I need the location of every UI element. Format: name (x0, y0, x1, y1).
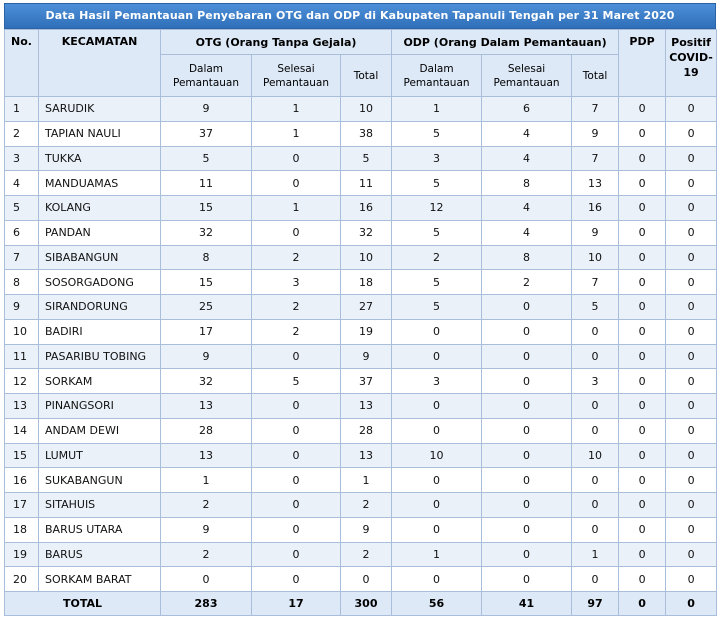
cell-odp-selesai: 0 (482, 443, 572, 468)
cell-odp-total: 0 (572, 567, 619, 592)
total-otg-total: 300 (341, 592, 392, 616)
cell-pdp: 0 (619, 394, 666, 419)
cell-no: 12 (5, 369, 39, 394)
header-odp-dalam: Dalam Pemantauan (392, 55, 482, 97)
table-title: Data Hasil Pemantauan Penyebaran OTG dan ODP di Kabupaten Tapanuli Tengah per 31 Maret 2020 (4, 3, 716, 29)
cell-odp-dalam: 3 (392, 146, 482, 171)
cell-positif: 0 (666, 418, 717, 443)
cell-kecamatan: SIRANDORUNG (39, 295, 161, 320)
cell-kecamatan: SORKAM BARAT (39, 567, 161, 592)
table-row (5, 220, 717, 245)
total-label: TOTAL (5, 592, 161, 616)
cell-pdp: 0 (619, 493, 666, 518)
cell-positif: 0 (666, 97, 717, 122)
cell-otg-selesai: 1 (252, 196, 341, 221)
cell-odp-dalam: 2 (392, 245, 482, 270)
cell-odp-dalam: 0 (392, 493, 482, 518)
cell-pdp: 0 (619, 468, 666, 493)
cell-no: 10 (5, 319, 39, 344)
cell-kecamatan: BADIRI (39, 319, 161, 344)
cell-otg-dalam: 2 (161, 493, 252, 518)
cell-odp-dalam: 5 (392, 220, 482, 245)
cell-odp-dalam: 10 (392, 443, 482, 468)
cell-odp-selesai: 0 (482, 344, 572, 369)
cell-otg-selesai: 0 (252, 146, 341, 171)
data-table (4, 29, 717, 616)
cell-otg-total: 16 (341, 196, 392, 221)
header-otg-dalam: Dalam Pemantauan (161, 55, 252, 97)
cell-otg-dalam: 9 (161, 344, 252, 369)
cell-positif: 0 (666, 567, 717, 592)
cell-no: 17 (5, 493, 39, 518)
cell-no: 15 (5, 443, 39, 468)
cell-positif: 0 (666, 295, 717, 320)
cell-otg-total: 28 (341, 418, 392, 443)
cell-otg-total: 9 (341, 517, 392, 542)
table-row (5, 567, 717, 592)
cell-pdp: 0 (619, 270, 666, 295)
cell-odp-dalam: 5 (392, 295, 482, 320)
cell-no: 20 (5, 567, 39, 592)
header-otg-total: Total (341, 55, 392, 97)
cell-kecamatan: SARUDIK (39, 97, 161, 122)
cell-otg-selesai: 0 (252, 220, 341, 245)
cell-kecamatan: SIBABANGUN (39, 245, 161, 270)
cell-positif: 0 (666, 171, 717, 196)
cell-otg-total: 18 (341, 270, 392, 295)
cell-positif: 0 (666, 146, 717, 171)
cell-odp-total: 1 (572, 542, 619, 567)
cell-otg-dalam: 25 (161, 295, 252, 320)
cell-odp-selesai: 4 (482, 146, 572, 171)
cell-pdp: 0 (619, 171, 666, 196)
cell-pdp: 0 (619, 245, 666, 270)
cell-odp-dalam: 0 (392, 468, 482, 493)
cell-odp-total: 7 (572, 97, 619, 122)
cell-kecamatan: MANDUAMAS (39, 171, 161, 196)
cell-otg-selesai: 0 (252, 542, 341, 567)
cell-odp-total: 9 (572, 121, 619, 146)
cell-pdp: 0 (619, 567, 666, 592)
cell-otg-total: 11 (341, 171, 392, 196)
cell-otg-total: 9 (341, 344, 392, 369)
cell-otg-total: 13 (341, 443, 392, 468)
cell-positif: 0 (666, 369, 717, 394)
cell-otg-total: 38 (341, 121, 392, 146)
cell-otg-dalam: 2 (161, 542, 252, 567)
cell-odp-dalam: 12 (392, 196, 482, 221)
total-positif: 0 (666, 592, 717, 616)
cell-otg-dalam: 11 (161, 171, 252, 196)
cell-no: 9 (5, 295, 39, 320)
cell-positif: 0 (666, 245, 717, 270)
total-pdp: 0 (619, 592, 666, 616)
cell-positif: 0 (666, 270, 717, 295)
cell-otg-dalam: 8 (161, 245, 252, 270)
cell-odp-dalam: 0 (392, 344, 482, 369)
cell-kecamatan: ANDAM DEWI (39, 418, 161, 443)
cell-otg-selesai: 0 (252, 517, 341, 542)
cell-no: 1 (5, 97, 39, 122)
cell-no: 4 (5, 171, 39, 196)
cell-kecamatan: LUMUT (39, 443, 161, 468)
cell-odp-total: 0 (572, 418, 619, 443)
table-row (5, 443, 717, 468)
cell-odp-total: 0 (572, 493, 619, 518)
cell-no: 7 (5, 245, 39, 270)
cell-otg-selesai: 1 (252, 97, 341, 122)
cell-otg-dalam: 15 (161, 270, 252, 295)
cell-otg-selesai: 0 (252, 394, 341, 419)
cell-otg-dalam: 5 (161, 146, 252, 171)
cell-odp-selesai: 0 (482, 468, 572, 493)
header-no: No. (5, 30, 39, 97)
cell-odp-total: 0 (572, 319, 619, 344)
cell-otg-selesai: 0 (252, 418, 341, 443)
cell-otg-dalam: 9 (161, 97, 252, 122)
cell-odp-selesai: 0 (482, 493, 572, 518)
cell-odp-selesai: 0 (482, 567, 572, 592)
cell-otg-dalam: 15 (161, 196, 252, 221)
total-odp-dalam: 56 (392, 592, 482, 616)
cell-no: 11 (5, 344, 39, 369)
cell-otg-selesai: 1 (252, 121, 341, 146)
cell-otg-selesai: 0 (252, 567, 341, 592)
cell-otg-dalam: 32 (161, 369, 252, 394)
cell-positif: 0 (666, 319, 717, 344)
table-row (5, 270, 717, 295)
cell-pdp: 0 (619, 344, 666, 369)
cell-otg-dalam: 9 (161, 517, 252, 542)
cell-odp-total: 0 (572, 394, 619, 419)
cell-no: 2 (5, 121, 39, 146)
cell-positif: 0 (666, 121, 717, 146)
table-row (5, 344, 717, 369)
cell-pdp: 0 (619, 443, 666, 468)
table-row (5, 517, 717, 542)
cell-odp-dalam: 1 (392, 97, 482, 122)
cell-odp-total: 0 (572, 517, 619, 542)
cell-no: 8 (5, 270, 39, 295)
cell-odp-dalam: 5 (392, 121, 482, 146)
cell-otg-dalam: 28 (161, 418, 252, 443)
table-row (5, 121, 717, 146)
cell-odp-total: 3 (572, 369, 619, 394)
cell-otg-selesai: 0 (252, 468, 341, 493)
cell-pdp: 0 (619, 196, 666, 221)
table-header (5, 30, 717, 97)
cell-otg-total: 27 (341, 295, 392, 320)
cell-odp-dalam: 0 (392, 394, 482, 419)
cell-odp-dalam: 0 (392, 517, 482, 542)
table-row (5, 171, 717, 196)
header-otg-selesai: Selesai Pemantauan (252, 55, 341, 97)
cell-odp-selesai: 4 (482, 121, 572, 146)
cell-otg-selesai: 3 (252, 270, 341, 295)
table-row (5, 97, 717, 122)
cell-positif: 0 (666, 344, 717, 369)
cell-odp-selesai: 0 (482, 369, 572, 394)
table-row (5, 245, 717, 270)
cell-odp-selesai: 8 (482, 245, 572, 270)
cell-pdp: 0 (619, 97, 666, 122)
cell-no: 5 (5, 196, 39, 221)
table-row (5, 394, 717, 419)
cell-otg-total: 2 (341, 542, 392, 567)
cell-positif: 0 (666, 196, 717, 221)
cell-kecamatan: PINANGSORI (39, 394, 161, 419)
total-row (5, 592, 717, 616)
cell-otg-selesai: 0 (252, 493, 341, 518)
cell-odp-dalam: 0 (392, 567, 482, 592)
table-row (5, 418, 717, 443)
cell-odp-selesai: 2 (482, 270, 572, 295)
cell-otg-total: 32 (341, 220, 392, 245)
cell-odp-selesai: 0 (482, 295, 572, 320)
cell-otg-total: 10 (341, 97, 392, 122)
cell-otg-total: 19 (341, 319, 392, 344)
header-pdp: PDP (619, 30, 666, 97)
cell-kecamatan: SITAHUIS (39, 493, 161, 518)
cell-otg-total: 10 (341, 245, 392, 270)
cell-odp-total: 9 (572, 220, 619, 245)
cell-pdp: 0 (619, 319, 666, 344)
cell-pdp: 0 (619, 220, 666, 245)
cell-positif: 0 (666, 542, 717, 567)
cell-odp-selesai: 8 (482, 171, 572, 196)
table-row (5, 319, 717, 344)
cell-positif: 0 (666, 517, 717, 542)
cell-otg-selesai: 2 (252, 319, 341, 344)
table-row (5, 146, 717, 171)
cell-otg-selesai: 2 (252, 245, 341, 270)
table-row (5, 295, 717, 320)
total-otg-dalam: 283 (161, 592, 252, 616)
header-odp: ODP (Orang Dalam Pemantauan) (392, 30, 619, 55)
cell-pdp: 0 (619, 295, 666, 320)
cell-otg-total: 5 (341, 146, 392, 171)
table-row (5, 468, 717, 493)
header-odp-selesai: Selesai Pemantauan (482, 55, 572, 97)
cell-otg-total: 2 (341, 493, 392, 518)
cell-otg-selesai: 2 (252, 295, 341, 320)
cell-pdp: 0 (619, 542, 666, 567)
cell-kecamatan: SOSORGADONG (39, 270, 161, 295)
cell-odp-total: 0 (572, 344, 619, 369)
cell-otg-dalam: 13 (161, 394, 252, 419)
cell-otg-dalam: 0 (161, 567, 252, 592)
cell-odp-dalam: 0 (392, 319, 482, 344)
header-otg: OTG (Orang Tanpa Gejala) (161, 30, 392, 55)
cell-kecamatan: PANDAN (39, 220, 161, 245)
cell-positif: 0 (666, 493, 717, 518)
table-row (5, 369, 717, 394)
cell-kecamatan: PASARIBU TOBING (39, 344, 161, 369)
cell-odp-dalam: 5 (392, 270, 482, 295)
cell-odp-total: 13 (572, 171, 619, 196)
table-body (5, 97, 717, 592)
cell-positif: 0 (666, 443, 717, 468)
cell-otg-selesai: 0 (252, 344, 341, 369)
cell-odp-total: 0 (572, 468, 619, 493)
header-positif: Positif COVID-19 (666, 30, 717, 97)
cell-positif: 0 (666, 468, 717, 493)
cell-positif: 0 (666, 394, 717, 419)
cell-pdp: 0 (619, 146, 666, 171)
cell-no: 16 (5, 468, 39, 493)
cell-kecamatan: TAPIAN NAULI (39, 121, 161, 146)
cell-odp-dalam: 0 (392, 418, 482, 443)
cell-otg-dalam: 32 (161, 220, 252, 245)
cell-odp-selesai: 0 (482, 542, 572, 567)
cell-odp-selesai: 0 (482, 418, 572, 443)
cell-pdp: 0 (619, 121, 666, 146)
cell-odp-selesai: 6 (482, 97, 572, 122)
table-row (5, 196, 717, 221)
header-kecamatan: KECAMATAN (39, 30, 161, 97)
cell-odp-total: 10 (572, 245, 619, 270)
cell-odp-total: 7 (572, 146, 619, 171)
cell-odp-selesai: 0 (482, 394, 572, 419)
cell-otg-selesai: 0 (252, 171, 341, 196)
data-table-container (4, 3, 716, 616)
table-row (5, 542, 717, 567)
cell-otg-total: 1 (341, 468, 392, 493)
total-odp-selesai: 41 (482, 592, 572, 616)
cell-odp-total: 16 (572, 196, 619, 221)
cell-kecamatan: SORKAM (39, 369, 161, 394)
cell-odp-dalam: 1 (392, 542, 482, 567)
cell-odp-selesai: 0 (482, 517, 572, 542)
cell-kecamatan: KOLANG (39, 196, 161, 221)
cell-odp-total: 7 (572, 270, 619, 295)
cell-otg-total: 13 (341, 394, 392, 419)
cell-odp-total: 5 (572, 295, 619, 320)
cell-no: 3 (5, 146, 39, 171)
cell-otg-dalam: 1 (161, 468, 252, 493)
cell-no: 6 (5, 220, 39, 245)
cell-kecamatan: BARUS (39, 542, 161, 567)
cell-odp-selesai: 4 (482, 220, 572, 245)
table-footer (5, 592, 717, 616)
cell-kecamatan: TUKKA (39, 146, 161, 171)
cell-odp-selesai: 4 (482, 196, 572, 221)
total-otg-selesai: 17 (252, 592, 341, 616)
cell-odp-total: 10 (572, 443, 619, 468)
cell-pdp: 0 (619, 418, 666, 443)
cell-kecamatan: SUKABANGUN (39, 468, 161, 493)
cell-pdp: 0 (619, 517, 666, 542)
cell-otg-dalam: 37 (161, 121, 252, 146)
cell-otg-dalam: 17 (161, 319, 252, 344)
table-row (5, 493, 717, 518)
cell-otg-total: 37 (341, 369, 392, 394)
cell-otg-dalam: 13 (161, 443, 252, 468)
cell-otg-total: 0 (341, 567, 392, 592)
cell-otg-selesai: 5 (252, 369, 341, 394)
cell-no: 14 (5, 418, 39, 443)
cell-odp-dalam: 3 (392, 369, 482, 394)
cell-kecamatan: BARUS UTARA (39, 517, 161, 542)
cell-odp-dalam: 5 (392, 171, 482, 196)
cell-no: 19 (5, 542, 39, 567)
cell-otg-selesai: 0 (252, 443, 341, 468)
cell-no: 18 (5, 517, 39, 542)
cell-positif: 0 (666, 220, 717, 245)
cell-pdp: 0 (619, 369, 666, 394)
header-odp-total: Total (572, 55, 619, 97)
total-odp-total: 97 (572, 592, 619, 616)
cell-odp-selesai: 0 (482, 319, 572, 344)
cell-no: 13 (5, 394, 39, 419)
